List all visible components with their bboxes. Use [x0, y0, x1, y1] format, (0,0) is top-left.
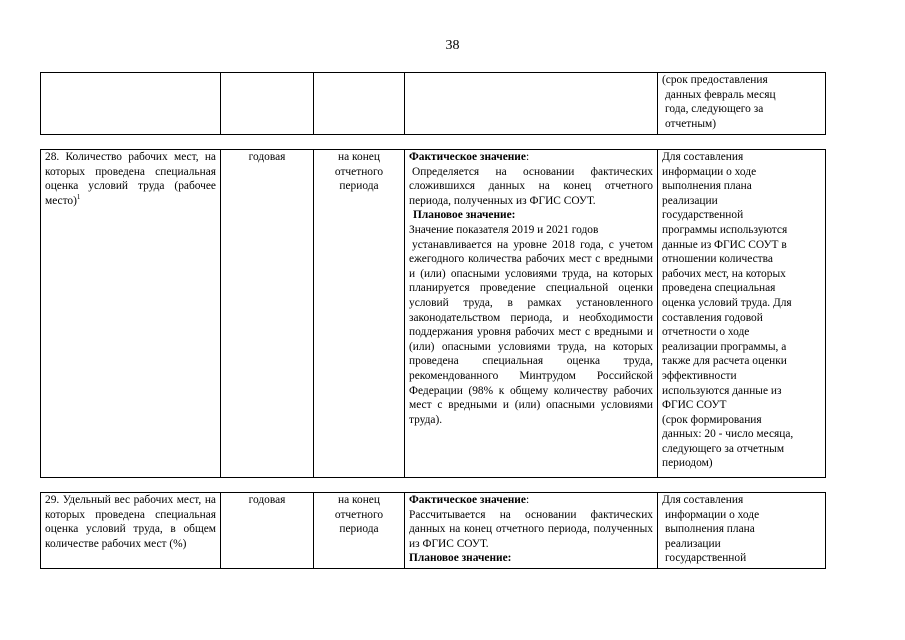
- fact-text: Определяется на основании фактических сложившихся данных на конец отчетного периода, полученных из ФГИС СОУТ.: [409, 165, 653, 207]
- source-line: реализации: [665, 537, 721, 550]
- fact-heading: Фактическое значение: [409, 151, 526, 163]
- source-line: используются данные из: [662, 384, 782, 397]
- indicator-name-cell: [41, 150, 221, 478]
- source-line: Для составления: [662, 151, 744, 163]
- source-line: оценка условий труда. Для: [662, 296, 792, 309]
- source-line: периодом): [662, 457, 713, 470]
- source-line: отношении количества: [662, 253, 773, 266]
- source-line: программы используются: [662, 223, 788, 236]
- fact-heading: Фактическое значение: [409, 494, 526, 507]
- table-row: [41, 73, 826, 135]
- source-cell: [658, 150, 826, 478]
- page-number: 38: [445, 38, 460, 53]
- source-line: выполнения плана: [665, 523, 755, 536]
- source-cell: [658, 73, 826, 135]
- source-line: следующего за отчетным: [662, 442, 785, 455]
- periodicity: годовая: [248, 151, 286, 163]
- source-line: (срок предоставления: [662, 74, 768, 86]
- source-line: данные из ФГИС СОУТ в: [662, 238, 787, 251]
- indicator-name-cell: [41, 73, 221, 135]
- source-line: рабочих мест, на которых: [662, 267, 786, 280]
- periodicity-cell: [221, 73, 314, 135]
- indicator-name: 28. Количество рабочих мест, на которых проведена специальная оценка условий труда (рабочее место): [45, 151, 216, 207]
- source-line: также для расчета оценки: [662, 355, 787, 368]
- timing-cell: [314, 493, 405, 569]
- source-line: (срок формирования: [662, 413, 762, 426]
- indicator-name: 29. Удельный вес рабочих мест, на которых проведена специальная оценка условий труда, в общем количестве рабочих мест (%): [45, 494, 216, 550]
- table-row: [41, 150, 826, 478]
- source-line: года, следующего за: [665, 103, 764, 116]
- source-line: составления годовой: [662, 311, 763, 324]
- timing: на конец отчетного периода: [334, 494, 384, 536]
- source-line: реализации: [662, 194, 718, 207]
- source-line: отчетности о ходе: [662, 326, 750, 339]
- method-cell: [405, 150, 658, 478]
- source-line: государственной: [662, 209, 744, 222]
- source-line: реализации программы, а: [662, 340, 787, 353]
- source-line: ФГИС СОУТ: [662, 399, 727, 412]
- plan-heading: Плановое значение:: [409, 552, 512, 565]
- fact-text: Рассчитывается на основании фактических данных на конец отчетного периода, полученных из ФГИС СОУТ.: [409, 508, 653, 550]
- timing: на конец отчетного периода: [334, 151, 384, 193]
- indicator-name-cell: [41, 493, 221, 569]
- periodicity: годовая: [248, 494, 286, 507]
- source-line: выполнения плана: [662, 180, 752, 193]
- method-cell: [405, 493, 658, 569]
- fact-heading-colon: :: [525, 494, 530, 507]
- source-cell: [658, 493, 826, 569]
- source-line: государственной: [665, 552, 747, 565]
- source-line: информации о ходе: [665, 508, 760, 521]
- source-line: данных: 20 - число месяца,: [662, 428, 794, 441]
- plan-text: устанавливается на уровне 2018 года, с учетом ежегодного количества рабочих мест с вредными и (или) опасными условиями труда, на которых планируется проведение специальной оценки условий труда, в рамках установленного законодательством периода, и необходимости поддержания уровня рабочих мест с вредными и (или) опасными условиями труда, на которых проведена специальная оценка труда, рекомендованного Минтрудом Российской Федерации (98% к общему количеству рабочих мест с вредными и (или) опасными условиями труда).: [409, 238, 653, 426]
- indicator-table: [40, 72, 826, 569]
- fact-heading-colon: :: [525, 151, 530, 163]
- source-line: данных февраль месяц: [665, 88, 776, 101]
- timing-cell: [314, 73, 405, 135]
- plan-text-first: Значение показателя 2019 и 2021 годов: [409, 223, 599, 236]
- periodicity-cell: [221, 493, 314, 569]
- source-line: проведена специальная: [662, 282, 776, 295]
- method-cell: [405, 73, 658, 135]
- timing-cell: [314, 150, 405, 478]
- source-line: Для составления: [662, 494, 744, 507]
- source-line: отчетным): [665, 117, 717, 130]
- source-line: эффективности: [662, 369, 737, 382]
- table-row: [41, 493, 826, 569]
- footnote-marker: 1: [76, 192, 81, 201]
- periodicity-cell: [221, 150, 314, 478]
- source-line: информации о ходе: [662, 165, 757, 178]
- plan-heading: Плановое значение:: [413, 209, 516, 222]
